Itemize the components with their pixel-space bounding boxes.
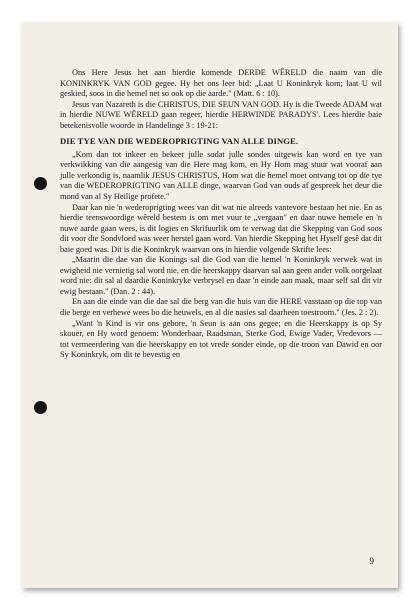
paragraph: En aan die einde van die dae sal die berg van die huis van die HERE vasstaan op die top van die berge en verhewe wees bo die heuwels, en al die nasies sal daarheen toestroom." (Jes. 2 : 2). [60,297,382,318]
paragraph: „Maarin die dae van die Konings sal die God van die hemel 'n Koninkryk verwek wat in ewigheid nie vernietig sal word nie, en die heerskappy daarvan sal aan geen ander volk oorgelaat word nie: dit sal al daardie Koninkryke verbrysel en daar 'n einde aan maak, maar self sal dit vir ewig bestaan." (Dan. 2 : 44). [60,255,382,296]
paragraph: Daar kan nie 'n wederoprigting wees van dit wat nie alreeds vantevore bestaan het nie. En as hierdie teenswoordige wêreld bestem is om met vuur te „vergaan" en daar nuwe hemele en 'n nuwe aarde gaan wees, is dit logies en Skrifuurlik om te verwag dat die Skepping van God soos dit voor die Sondvloed was weer herstel gaan word. Van hierdie Skepping het Hyself gesê dat dit baie goed was. Dit is die Koninkryk waarvan ons in hierdie volgende Skrifte lees: [60,202,382,254]
paragraph: Jesus van Nazareth is die CHRISTUS, DIE SEUN VAN GOD. Hy is die Tweede ADAM wat in hierdie NUWE WÊRELD gaan regeer, hierdie HERWINDE PARADYS'. Lees hierdie baie betekenisvolle woorde in Handelinge 3 : 19-21: [60,99,382,130]
paragraph: „Kom dan tot inkeer en bekeer julle sodat julle sondes uitgewis kan word en tye van verkwikking van die aangesig van die Here mag kom, en Hy Hom mag stuur wat vooraf aan julle verkondig is, naamlik JESUS CHRISTUS, Hom wat die hemel moet ontvang tot op die tye van die WEDEROPRIGTING van ALLE dinge, waarvan God van ouds af gespreek het deur die mond van al Sy Heilige profete." [60,149,382,202]
document-page [22,22,398,588]
paragraph: „Want 'n Kind is vir ons gebore, 'n Seun is aan ons gegee; en die Heerskappy is op Sy skouer, en Hy word genoem: Wonderbaar, Raadsman, Sterke God, Ewige Vader, Vredevors — tot vermeerdering van die heerskappy en tot vrede sonder einde, op die troon van Dawid en oor Sy Koninkryk, om dit te bevestig en [60,318,382,360]
page-body [60,68,382,361]
paragraph: Ons Here Jesus het aan hierdie komende DERDE WÊRELD die naam van die KONINKRYK VAN GOD gegee. Hy het ons leer bid: „Laat U Koninkryk kom; laat U wil geskied, soos in die hemel net so ook op die aarde." (Matt. 6 : 10). [60,68,382,99]
section-heading: DIE TYE VAN DIE WEDEROPRIGTING VAN ALLE DINGE. [60,136,299,147]
page-number: 9 [369,556,374,566]
binder-hole [34,401,47,414]
binder-hole [34,177,47,190]
